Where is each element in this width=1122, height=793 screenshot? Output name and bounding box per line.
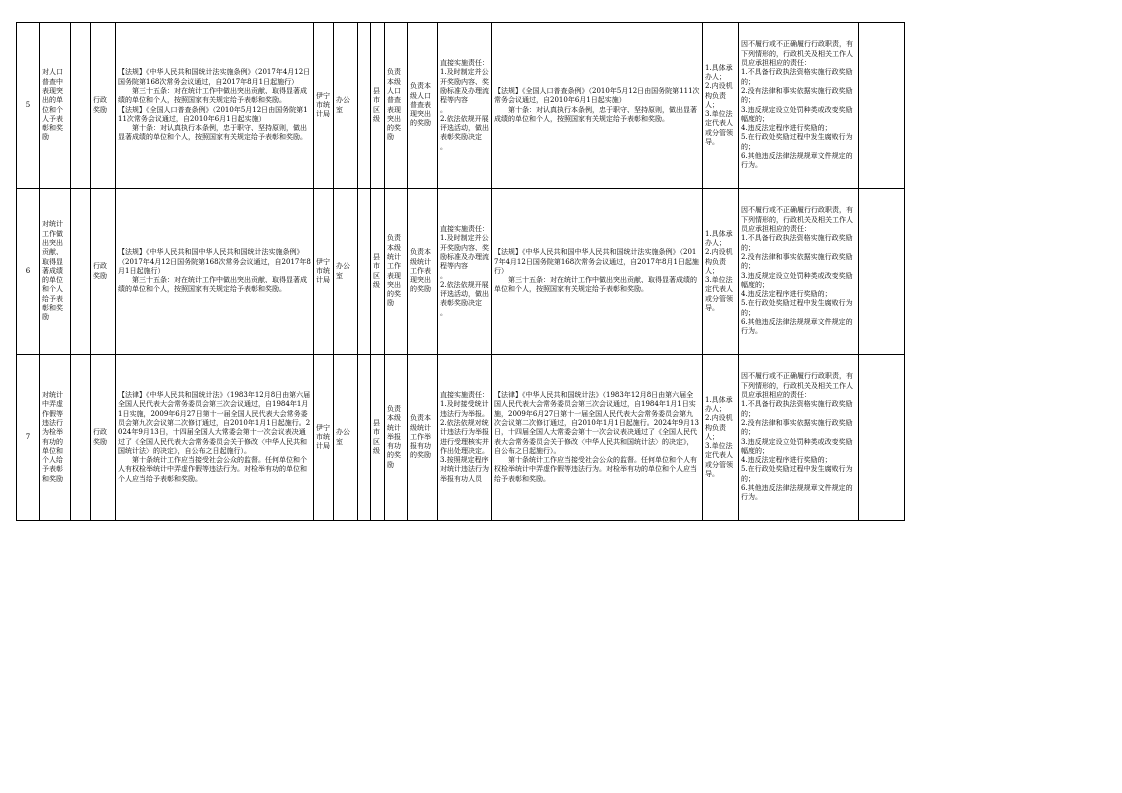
blank-cell xyxy=(71,189,91,355)
legal-basis: 【法规】《中华人民共和国中华人民共和国统计法实施条例》（2017年4月12日国务院第168次常务会议通过，自2017年8月1日起施行） 第三十五条：对在统计工作中做出突出贡献、取得显著成绩的单位和个人，按照国家有关规定给予表彰和奖励。 xyxy=(116,189,314,355)
admin-level: 县市区级 xyxy=(371,23,385,189)
accountability: 因不履行或不正确履行行政职责，有下列情形的，行政机关及相关工作人员应承担相应的责任： 1.不具备行政执法资格实施行政奖励的； 2.没有法律和事实依据实施行政奖励的； 3.违反规定设立处罚种类或改变奖励幅度的； 4.违反法定程序进行奖励的； 5.在行政处奖励过程中发生腐败行为的； 6.其他违反法律法规规章文件规定的行为。 xyxy=(739,355,859,521)
blank-cell xyxy=(71,355,91,521)
item-category: 行政奖励 xyxy=(91,23,116,189)
blank-cell xyxy=(358,23,371,189)
power-list-table xyxy=(16,22,905,521)
responsibility-subject: 负责本级统计举报有功的奖励 xyxy=(385,355,408,521)
responsibility-bearer: 1.具体承办人； 2.内设机构负责人； 3.单位法定代表人或分管领导。 xyxy=(703,23,739,189)
duty-basis: 【法规】《全国人口普查条例》（2010年5月12日由国务院第111次常务会议通过，自2010年6月1日起实施） 第十条：对认真执行本条例，忠于职守、坚持原则，做出显著成绩的单位和个人，按照国家有关规定给予表彰和奖励。 xyxy=(492,23,703,189)
responsibility-bearer: 1.具体承办人； 2.内设机构负责人； 3.单位法定代表人或分管领导。 xyxy=(703,189,739,355)
office: 办公室 xyxy=(334,189,358,355)
admin-level: 县市区级 xyxy=(371,355,385,521)
blank-cell xyxy=(358,355,371,521)
row-index: 7 xyxy=(17,355,40,521)
admin-level: 县市区级 xyxy=(371,189,385,355)
responsibility-subject: 负责本级统计工作表现突出的奖励 xyxy=(385,189,408,355)
blank-cell xyxy=(71,23,91,189)
duty-basis: 【法规】《中华人民共和国中华人民共和国统计法实施条例》（2017年4月12日国务院第168次常务会议通过，自2017年8月1日起施行） 第三十五条：对在统计工作中做出突出贡献、取得显著成绩的单位和个人，按照国家有关规定给予表彰和奖励。 xyxy=(492,189,703,355)
table-row xyxy=(17,23,905,189)
office: 办公室 xyxy=(334,23,358,189)
department: 伊宁市统计局 xyxy=(314,355,334,521)
duty-basis: 【法律】《中华人民共和国统计法》（1983年12月8日由第六届全国人民代表大会常务委员会第三次会议通过，自1984年1月1日实施，2009年6月27日第十一届全国人民代表大会常务委员会第九次会议第二次修订通过，自2010年1月1日起施行。2024年9月13日，十四届全国人大常委会第十一次会议表决通过了《全国人民代表大会常务委员会关于修改〈中华人民共和国统计法〉的决定》，自公布之日起施行）。 第十条统计工作应当接受社会公众的监督。任何单位和个人有权检举统计中弄虚作假等违法行为。对检举有功的单位和个人应当给予表彰和奖励。 xyxy=(492,355,703,521)
accountability: 因不履行或不正确履行行政职责，有下列情形的，行政机关及相关工作人员应承担相应的责任： 1.不具备行政执法资格实施行政奖励的； 2.没有法律和事实依据实施行政奖励的； 3.违反规定设立处罚种类或改变奖励幅度的； 4.违反法定程序进行奖励的； 5.在行政处奖励过程中发生腐败行为的； 6.其他违反法律法规规章文件规定的行为。 xyxy=(739,189,859,355)
blank-cell xyxy=(358,189,371,355)
legal-basis: 【法规】《中华人民共和国统计法实施条例》（2017年4月12日国务院第168次常务会议通过，自2017年8月1日起施行） 第三十五条：对在统计工作中做出突出贡献、取得显著成绩的单位和个人，按照国家有关规定给予表彰和奖励。 【法规】《全国人口普查条例》（2010年5月12日由国务院第111次常务会议通过，自2010年6月1日起实施） 第十条：对认真执行本条例，忠于职守、坚持原则，做出显著成绩的单位和个人，按照国家有关规定给予表彰和奖励。 xyxy=(116,23,314,189)
department: 伊宁市统计局 xyxy=(314,189,334,355)
item-category: 行政奖励 xyxy=(91,355,116,521)
item-name: 对人口普查中表现突出的单位和个人予表彰和奖励 xyxy=(40,23,71,189)
item-name: 对统计中弄虚作假等违法行为检举有功的单位和个人给予表彰和奖励 xyxy=(40,355,71,521)
remark xyxy=(859,355,905,521)
duty-items: 直接实施责任： 1.及时制定并公开奖励内容、奖励标准及办理流程等内容 。 2.依法依规开展评选活动，做出表彰奖励决定 。 xyxy=(438,189,492,355)
remark xyxy=(859,23,905,189)
responsibility-scope: 负责本级统计工作表现突出的奖励 xyxy=(408,189,438,355)
legal-basis: 【法律】《中华人民共和国统计法》（1983年12月8日由第六届全国人民代表大会常务委员会第三次会议通过，自1984年1月1日实施，2009年6月27日第十一届全国人民代表大会常务委员会第九次会议第二次修订通过，自2010年1月1日起施行。2024年9月13日，十四届全国人大常委会第十一次会议表决通过了《全国人民代表大会常务委员会关于修改〈中华人民共和国统计法〉的决定》，自公布之日起施行）。 第十条统计工作应当接受社会公众的监督。任何单位和个人有权检举统计中弄虚作假等违法行为。对检举有功的单位和个人应当给予表彰和奖励。 xyxy=(116,355,314,521)
row-index: 5 xyxy=(17,23,40,189)
office: 办公室 xyxy=(334,355,358,521)
duty-items: 直接实施责任： 1.及时接受统计违法行为举报。 2.依法依规对统计违法行为举报进行受理核实并作出处理决定。 3.按照规定程序对统计违法行为举报有功人员 xyxy=(438,355,492,521)
remark xyxy=(859,189,905,355)
department: 伊宁市统计局 xyxy=(314,23,334,189)
duty-items: 直接实施责任： 1.及时制定并公开奖励内容、奖励标准及办理流程等内容 。 2.依法依规开展评选活动，做出表彰奖励决定 。 xyxy=(438,23,492,189)
item-name: 对统计工作做出突出贡献、取得显著成绩的单位和个人给予表彰和奖励 xyxy=(40,189,71,355)
item-category: 行政奖励 xyxy=(91,189,116,355)
responsibility-subject: 负责本级人口普查表现突出的奖励 xyxy=(385,23,408,189)
responsibility-scope: 负责本级统计工作举报有功的奖励 xyxy=(408,355,438,521)
row-index: 6 xyxy=(17,189,40,355)
table-row xyxy=(17,355,905,521)
responsibility-scope: 负责本级人口普查表现突出的奖励 xyxy=(408,23,438,189)
accountability: 因不履行或不正确履行行政职责，有下列情形的，行政机关及相关工作人员应承担相应的责任： 1.不具备行政执法资格实施行政奖励的； 2.没有法律和事实依据实施行政奖励的； 3.违反规定设立处罚种类或改变奖励幅度的； 4.违反法定程序进行奖励的； 5.在行政处奖励过程中发生腐败行为的； 6.其他违反法律法规规章文件规定的行为。 xyxy=(739,23,859,189)
responsibility-bearer: 1.具体承办人； 2.内设机构负责人； 3.单位法定代表人或分管领导。 xyxy=(703,355,739,521)
table-row xyxy=(17,189,905,355)
